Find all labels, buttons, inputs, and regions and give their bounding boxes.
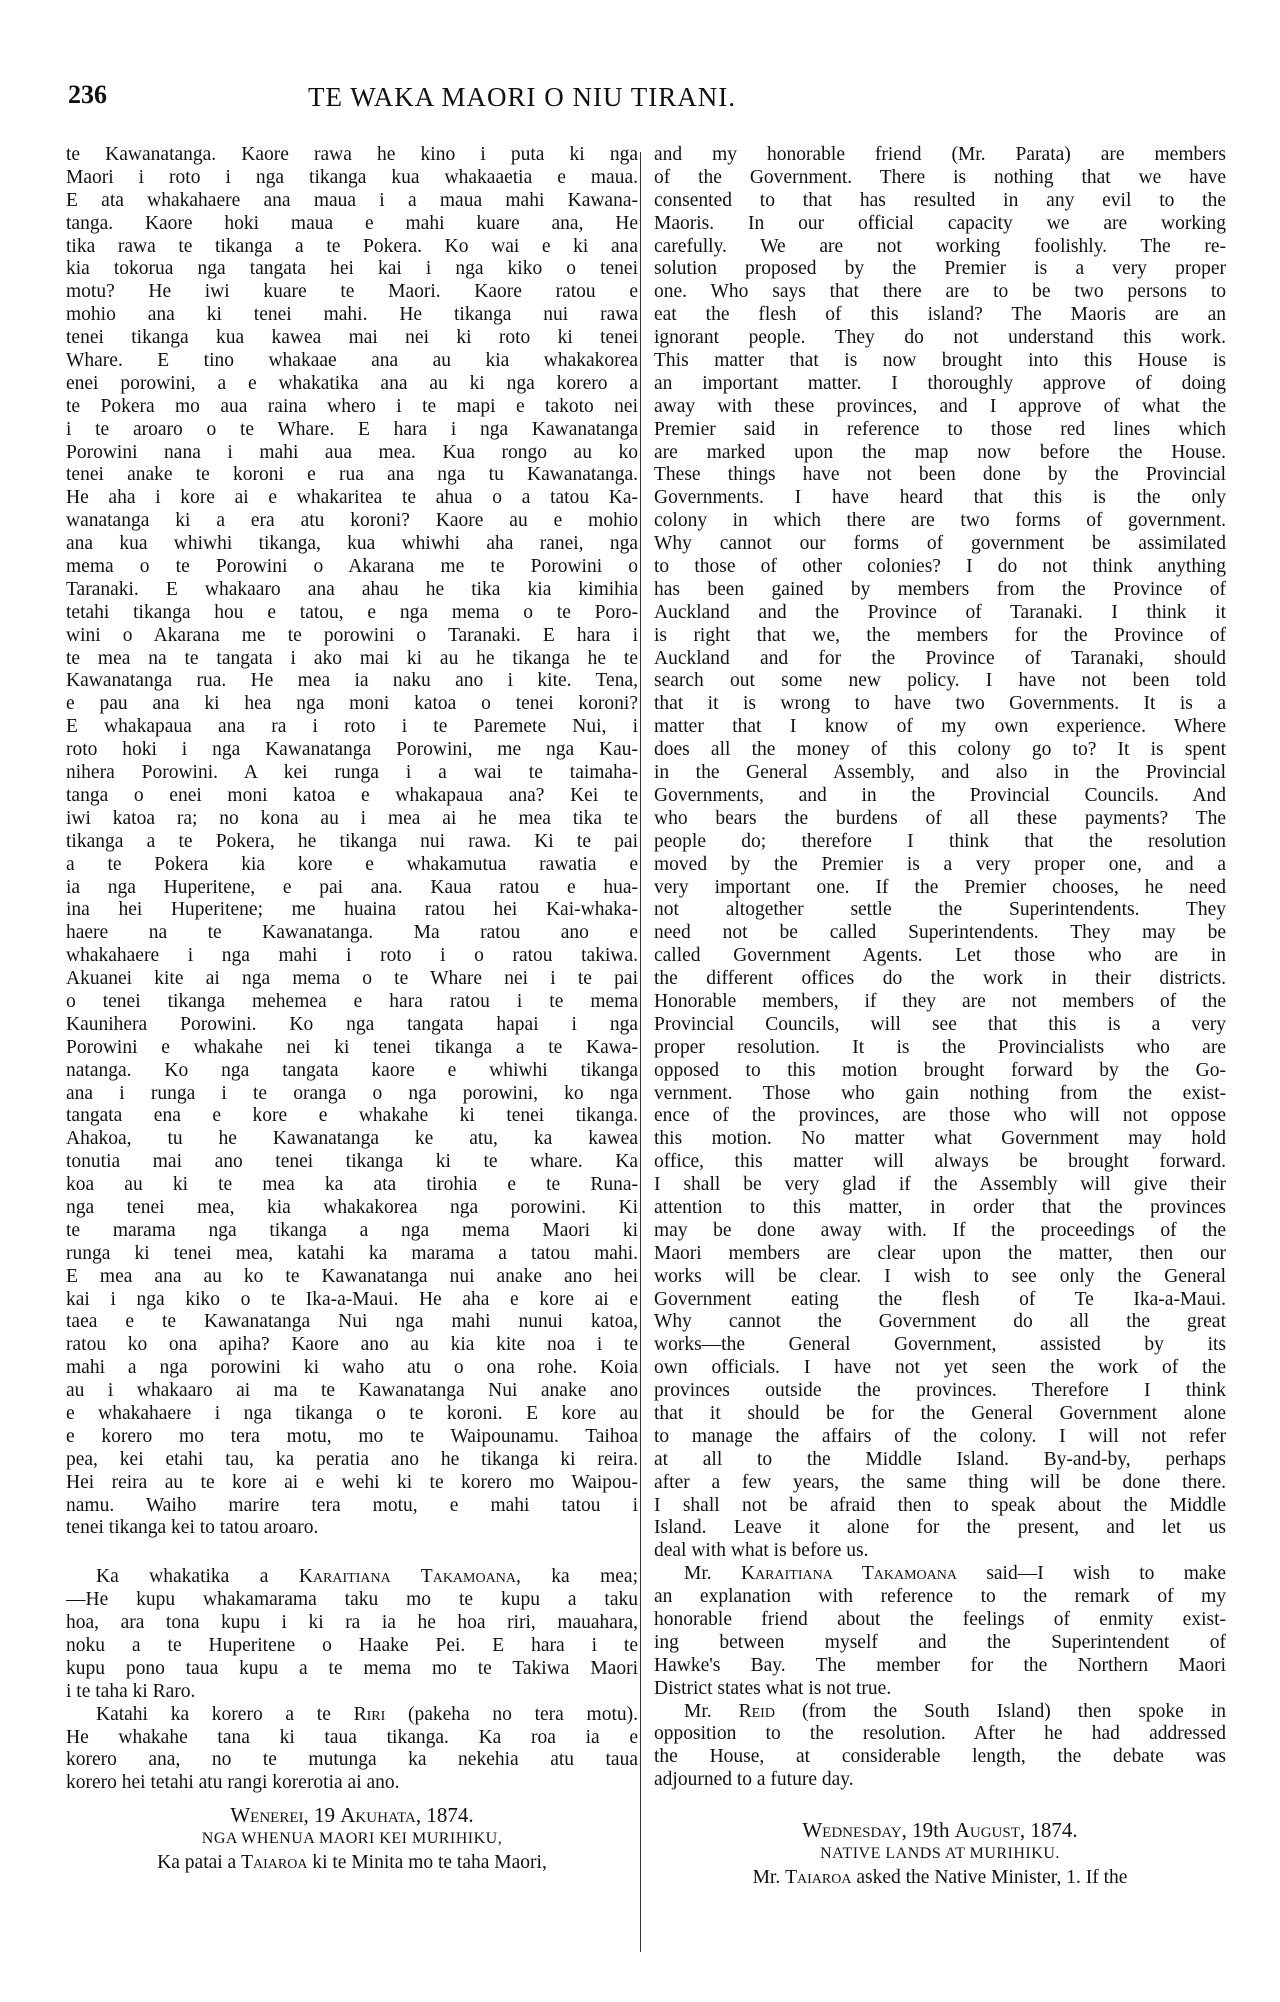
section-title: NATIVE LANDS AT MURIHIKU. [820, 1845, 1060, 1863]
text-line: korero hei tetahi atu rangi korerotia ai ano. [66, 1772, 400, 1794]
text-line: ence of the provinces, are those who will not oppose [654, 1105, 1226, 1127]
text-line: ing between myself and the Superintendent of [654, 1631, 1226, 1653]
text-line: He aha i kore ai e whakaritea te ahua o a tatou Ka- [66, 487, 638, 509]
text-line: District states what is not true. [654, 1677, 892, 1699]
text-line: Government eating the flesh of Te Ika-a-Maui. [654, 1288, 1226, 1310]
text-line: kia tokorua nga tangata hei kai i nga kiko o tenei [66, 258, 638, 280]
paragraph-first-line [66, 1566, 638, 1589]
text-line: I shall not be afraid then to speak about the Middle [654, 1494, 1226, 1516]
text-line: wanatanga ki a era atu koroni? Kaore au e mohio [66, 510, 638, 532]
left-section-heading [66, 1803, 638, 1875]
text-line: Island. Leave it alone for the present, and let us [654, 1517, 1226, 1539]
text-line: very important one. If the Premier chooses, he need [654, 876, 1226, 898]
page-number: 236 [68, 80, 107, 109]
text-line: works will be clear. I wish to see only the General [654, 1265, 1226, 1287]
text-line: tonutia mai ano tenei tikanga ki te whare. Ka [66, 1151, 638, 1173]
text-line: attention to this matter, in order that the provinces [654, 1196, 1226, 1218]
text-line: E ata whakahaere ana maua i a maua mahi Kawana- [66, 189, 638, 211]
section-question: Ka patai a Taiaroa ki te Minita mo te taha Maori, [157, 1852, 547, 1874]
text-line: one. Who says that there are to be two persons to [654, 281, 1226, 303]
text-line: proper resolution. It is the Provincialists who are [654, 1036, 1226, 1058]
text-line: koa au ki te mea ka ata tirohia e te Runa- [66, 1174, 638, 1196]
text-line: Porowini e whakahe nei ki tenei tikanga a te Kawa- [66, 1036, 638, 1058]
text-line: tenei tikanga kei to tatou aroaro. [66, 1517, 319, 1539]
text-line: a te Pokera kia kore e whakamutua rawatia e [66, 853, 638, 875]
left-column-maori [66, 144, 638, 1875]
text-line: may be done away with. If the proceedings of the [654, 1219, 1226, 1241]
text-line: e pau ana ki hea nga moni katoa o tenei koroni? [66, 693, 638, 715]
text-line: who bears the burdens of all these payments? The [654, 807, 1226, 829]
section-date: Wenerei, 19 Akuhata, 1874. [230, 1803, 474, 1828]
text-line: Why cannot the Government do all the great [654, 1311, 1226, 1333]
text-line: Honorable members, if they are not members of the [654, 990, 1226, 1012]
text-line: kai i nga kiko o te Ika-a-Maui. He aha e kore ai e [66, 1288, 638, 1310]
text-line: korero ana, no te mutunga ka nekehia atu taua [66, 1749, 638, 1771]
text-line: motu? He iwi kuare te Maori. Kaore ratou e [66, 281, 638, 303]
text-line: E mea ana au ko te Kawanatanga nui anake ano hei [66, 1265, 638, 1287]
paragraph-first-line [654, 1563, 1226, 1586]
text-line: that it is wrong to have two Governments. It is a [654, 693, 1226, 715]
tail-text: , ka mea; [515, 1566, 638, 1588]
text-line: search out some new policy. I have not been told [654, 670, 1226, 692]
text-line: taea e te Kawanatanga Nui nga mahi nunui katoa, [66, 1311, 638, 1333]
speaker-name: Reid [738, 1700, 775, 1722]
text-line: noku a te Huperitene o Haake Pei. E hara i te [66, 1635, 638, 1656]
text-line: ina hei Huperitene; me huaina ratou hei Kai-whaka- [66, 899, 638, 921]
right-paragraph-2 [654, 1563, 1226, 1700]
text-line: tika rawa te tikanga a te Pokera. Ko wai e ki ana [66, 235, 638, 257]
right-paragraph-1 [654, 144, 1226, 1563]
paragraph-first-line [654, 1701, 1226, 1724]
text-line: Governments. I have heard that this is the only [654, 487, 1226, 509]
text-line: are marked upon the map now before the House. [654, 441, 1226, 463]
text-line: the House, at considerable length, the debate was [654, 1746, 1226, 1768]
running-head-title: TE WAKA MAORI O NIU TIRANI. [308, 82, 736, 112]
text-line: eat the flesh of this island? The Maoris are an [654, 304, 1226, 326]
text-line: adjourned to a future day. [654, 1769, 854, 1791]
text-line: own officials. I have not yet seen the work of the [654, 1357, 1226, 1379]
tail-text: (from the South Island) then spoke in [774, 1700, 1226, 1722]
speaker-name: Karaitiana Takamoana [298, 1566, 516, 1588]
text-line: Governments, and in the Provincial Councils. And [654, 784, 1226, 806]
text-line: haere na te Kawanatanga. Ma ratou ano e [66, 922, 638, 944]
text-line: He whakahe tana ki taua tikanga. Ka roa ia e [66, 1726, 638, 1748]
text-line: hoa, ara tona kupu i ki ra ia he hoa riri, mauahara, [66, 1612, 638, 1634]
left-paragraph-1 [66, 144, 638, 1540]
text-line: namu. Waiho marire tera motu, e mahi tatou i [66, 1494, 638, 1516]
text-line: colony in which there are two forms of government. [654, 510, 1226, 532]
text-line: Akuanei kite ai nga mema o te Whare nei i te pai [66, 968, 638, 990]
text-line: —He kupu whakamarama taku mo te kupu a taku [66, 1589, 638, 1611]
text-line: opposition to the resolution. After he had addressed [654, 1723, 1226, 1745]
text-line: tenei tikanga kua kawea mai nei ki roto ki tenei [66, 327, 638, 349]
text-line: honorable friend about the feelings of enmity exist- [654, 1609, 1226, 1630]
text-line: o tenei tikanga mehemea e hara ratou i te mema [66, 990, 638, 1012]
text-line: matter that I know of my own experience. Where [654, 716, 1226, 738]
text-line: away with these provinces, and I approve of what the [654, 395, 1226, 417]
lead-text: Mr. [684, 1563, 741, 1585]
text-line: i te aroaro o te Whare. E hara i nga Kawanatanga [66, 418, 638, 440]
text-line: Maori members are clear upon the matter, then our [654, 1242, 1226, 1264]
text-line: mema o te Porowini o Akarana me te Porowini o [66, 556, 638, 578]
text-line: called Government Agents. Let those who are in [654, 945, 1226, 967]
left-paragraph-2 [66, 1566, 638, 1703]
text-line: iwi katoa ra; no kona au i mea ai he mea tika te [66, 807, 638, 829]
text-line: Maoris. In our official capacity we are working [654, 212, 1226, 234]
text-line: vernment. Those who gain nothing from the exist- [654, 1082, 1226, 1104]
text-line: tanga o enei moni katoa e whakapaua ana? Kei te [66, 784, 638, 806]
text-line: natanga. Ko nga tangata kaore e whiwhi tikanga [66, 1059, 638, 1081]
text-line: carefully. We are not working foolishly. The re- [654, 235, 1226, 257]
text-line: Kaunihera Porowini. Ko nga tangata hapai i nga [66, 1013, 638, 1035]
speaker-name: Karaitiana Takamoana [740, 1563, 957, 1585]
lead-text: Mr. [684, 1700, 739, 1722]
text-line: tanga. Kaore hoki maua e mahi kuare ana, He [66, 212, 638, 234]
text-line: te mea na te tangata i ako mai ki au he tikanga he te [66, 647, 638, 669]
text-line: after a few years, the same thing will be done there. [654, 1471, 1226, 1493]
text-line: whakahaere i nga mahi i roto i o ratou takiwa. [66, 945, 638, 967]
text-line: pea, kei etahi tau, ka peratia ano he tikanga ki reira. [66, 1448, 638, 1470]
text-line: i te taha ki Raro. [66, 1680, 196, 1702]
text-line: Hei reira au te kore ai e wehi ki te korero mo Waipou- [66, 1471, 638, 1493]
text-line: need not be called Superintendents. They may be [654, 922, 1226, 944]
text-line: and my honorable friend (Mr. Parata) are members [654, 144, 1226, 165]
paragraph-first-line [66, 1704, 638, 1727]
text-line: e whakahaere i nga tikanga o te koroni. E kore au [66, 1402, 638, 1424]
text-line: Auckland and the Province of Taranaki. I think it [654, 601, 1226, 623]
text-line: this motion. No matter what Government may hold [654, 1128, 1226, 1150]
text-line: ana i runga i te oranga o nga porowini, ko nga [66, 1082, 638, 1104]
lead-text: Katahi ka korero a te [96, 1703, 331, 1725]
left-paragraph-3 [66, 1704, 638, 1796]
section-title: NGA WHENUA MAORI KEI MURIHIKU, [201, 1830, 503, 1848]
text-line: moved by the Premier is a very proper one, and a [654, 853, 1226, 875]
speaker-name: Riri [353, 1703, 386, 1725]
right-section-heading [654, 1818, 1226, 1890]
text-line: has been gained by members from the Province of [654, 578, 1226, 600]
text-line: an explanation with reference to the remark of my [654, 1586, 1226, 1608]
text-line: te marama nga tikanga a nga mema Maori ki [66, 1219, 638, 1241]
text-line: an important matter. I thoroughly approve of doing [654, 372, 1226, 394]
text-line: kupu pono taua kupu a te mema mo te Takiwa Maori [66, 1657, 638, 1679]
text-line: deal with what is before us. [654, 1540, 869, 1562]
text-line: Provincial Councils, will see that this is a very [654, 1013, 1226, 1035]
text-line: roto hoki i nga Kawanatanga Porowini, me nga Kau- [66, 739, 638, 761]
text-line: Ahakoa, tu he Kawanatanga ke atu, ka kawea [66, 1128, 638, 1150]
text-line: nihera Porowini. A kei runga i a wai te taimaha- [66, 762, 638, 784]
right-paragraph-3 [654, 1701, 1226, 1793]
text-line: nga tenei mea, kia whakakorea nga porowini. Ki [66, 1196, 638, 1218]
text-line: Kawanatanga rua. He mea ia naku ano i kite. Tena, [66, 670, 638, 692]
text-line: Hawke's Bay. The member for the Northern Maori [654, 1654, 1226, 1676]
text-line: ignorant people. They do not understand this work. [654, 327, 1226, 349]
text-line: tenei anake te koroni e rua ana nga tu Kawanatanga. [66, 464, 638, 486]
text-line: that it should be for the General Government alone [654, 1402, 1226, 1424]
text-line: solution proposed by the Premier is a very proper [654, 258, 1226, 280]
text-line: runga ki tenei mea, katahi ka marama a tatou mahi. [66, 1242, 638, 1264]
text-line: tangata ena e kore e whakahe ki tenei tikanga. [66, 1105, 638, 1127]
text-line: provinces outside the provinces. Therefore I think [654, 1380, 1226, 1402]
text-line: au i whakaaro ai ma te Kawanatanga Nui anake ano [66, 1380, 638, 1402]
text-line: This matter that is now brought into this House is [654, 350, 1226, 372]
text-line: to manage the affairs of the colony. I will not refer [654, 1425, 1226, 1447]
text-line: in the General Assembly, and also in the Provincial [654, 762, 1226, 784]
text-line: Maori i roto i nga tikanga kua whakaaetia e maua. [66, 166, 638, 188]
text-line: These things have not been done by the Provincial [654, 464, 1226, 486]
text-line: Why cannot our forms of government be assimilated [654, 533, 1226, 555]
text-line: Auckland and for the Province of Taranaki, should [654, 647, 1226, 669]
text-line: at all to the Middle Island. By-and-by, perhaps [654, 1448, 1226, 1470]
text-line: works—the General Government, assisted by its [654, 1334, 1226, 1356]
text-line: e korero mo tera motu, mo te Waipounamu. Taihoa [66, 1425, 638, 1447]
lead-text: Ka whakatika a [96, 1566, 269, 1588]
section-date: Wednesday, 19th August, 1874. [802, 1818, 1078, 1843]
text-line: to those of other colonies? I do not think anything [654, 556, 1226, 578]
text-line: Porowini nana i mahi aua mea. Kua rongo au ko [66, 441, 638, 463]
text-line: tikanga a te Pokera, he tikanga nui rawa. Ki te pai [66, 830, 638, 852]
text-line: of the Government. There is nothing that we have [654, 166, 1226, 188]
text-line: te Kawanatanga. Kaore rawa he kino i puta ki nga [66, 144, 638, 165]
text-line: E whakapaua ana ra i roto i te Paremete Nui, i [66, 716, 638, 738]
right-column-english [654, 144, 1226, 1890]
section-question: Mr. Taiaroa asked the Native Minister, 1. If the [752, 1867, 1128, 1889]
text-line: office, this matter will always be brought forward. [654, 1151, 1226, 1173]
text-line: the different offices do the work in their districts. [654, 968, 1226, 990]
text-line: opposed to this motion brought forward by the Go- [654, 1059, 1226, 1081]
text-line: does all the money of this colony go to? It is spent [654, 739, 1226, 761]
text-line: consented to that has resulted in any evil to the [654, 189, 1226, 211]
text-line: not altogether settle the Superintendents. They [654, 899, 1226, 921]
text-line: Taranaki. E whakaaro ana ahau he tika kia kimihia [66, 578, 638, 600]
text-line: Whare. E tino whakaae ana au kia whakakorea [66, 350, 638, 372]
text-line: te Pokera mo aua raina whero i te mapi e takoto nei [66, 395, 638, 417]
text-line: ana kua whiwhi tikanga, kua whiwhi aha ranei, nga [66, 533, 638, 555]
column-rule [640, 152, 641, 1952]
text-line: Premier said in reference to those red lines which [654, 418, 1226, 440]
text-line: mohio ana ki tenei mahi. He tikanga nui rawa [66, 304, 638, 326]
tail-text: said—I wish to make [956, 1563, 1226, 1585]
text-line: people do; therefore I think that the resolution [654, 830, 1226, 852]
text-line: mahi a nga porowini ki waho atu o ona rohe. Koia [66, 1357, 638, 1379]
text-line: enei porowini, a e whakatika ana au ki nga korero a [66, 372, 638, 394]
tail-text: (pakeha no tera motu). [385, 1703, 638, 1725]
text-line: ratou ko ona apiha? Kaore ano au kia kite noa i te [66, 1334, 638, 1356]
text-line: ia nga Huperitene, e pai ana. Kaua ratou e hua- [66, 876, 638, 898]
text-line: tetahi tikanga hou e tatou, e nga mema o te Poro- [66, 601, 638, 623]
text-line: wini o Akarana me te porowini o Taranaki. E hara i [66, 624, 638, 646]
text-line: I shall be very glad if the Assembly will give their [654, 1174, 1226, 1196]
text-line: is right that we, the members for the Province of [654, 624, 1226, 646]
